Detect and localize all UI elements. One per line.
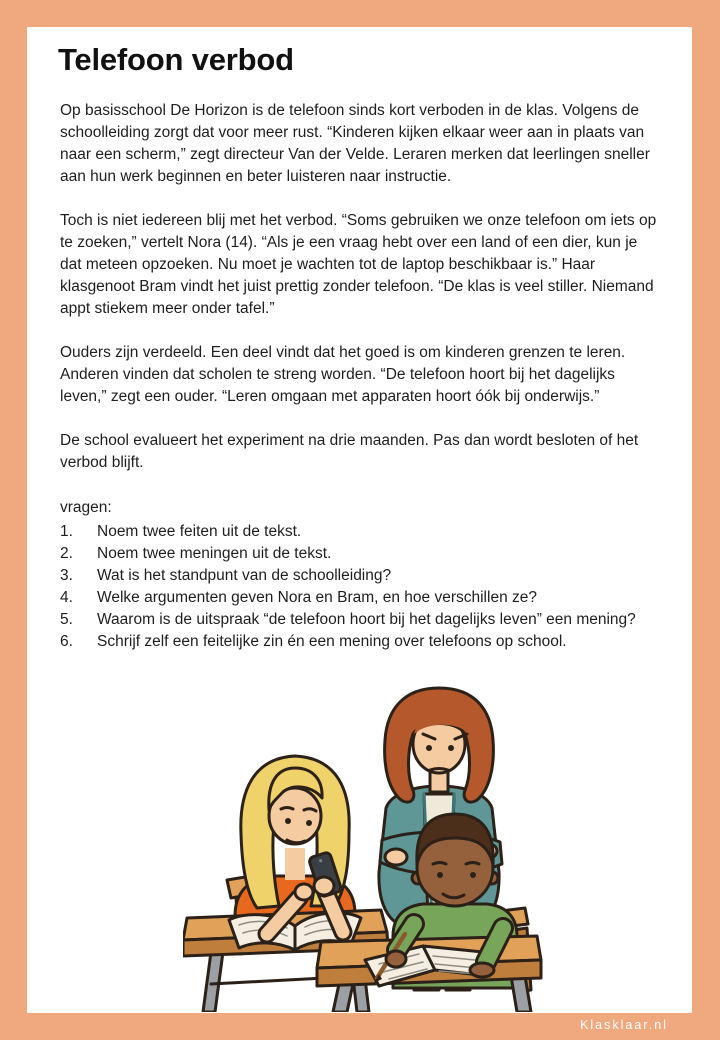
question-number: 6. xyxy=(60,633,73,650)
question-number: 1. xyxy=(60,523,73,540)
questions-heading: vragen: xyxy=(60,499,112,516)
watermark-text: Klasklaar.nl xyxy=(580,1018,668,1032)
question-text: Wat is het standpunt van de schoolleiding? xyxy=(97,567,392,584)
question-text: Welke argumenten geven Nora en Bram, en hoe verschillen ze? xyxy=(97,589,537,606)
questions-section xyxy=(60,497,661,653)
question-item xyxy=(60,587,661,609)
question-text: Noem twee feiten uit de tekst. xyxy=(97,523,302,540)
question-item xyxy=(60,521,661,543)
page-title: Telefoon verbod xyxy=(58,42,294,77)
question-text: Noem twee meningen uit de tekst. xyxy=(97,545,332,562)
question-number: 4. xyxy=(60,589,73,606)
boy-desk xyxy=(317,936,541,1012)
article-paragraph: De school evalueert het experiment na drie maanden. Pas dan wordt besloten of het verbod blijft. xyxy=(60,432,639,471)
worksheet-sheet xyxy=(27,27,692,1013)
question-number: 2. xyxy=(60,545,73,562)
question-item xyxy=(60,565,661,587)
question-item xyxy=(60,543,661,565)
article-paragraph: Toch is niet iedereen blij met het verbod. “Soms gebruiken we onze telefoon om iets op te zoeken,” vertelt Nora (14). “Als je een vraag hebt over een land of een dier, kun je dat meteen opzoeken. Nu moet je wachten tot de laptop beschikbaar is.” Haar klasgenoot Bram vindt het juist prettig zonder telefoon. “De klas is veel stiller. Niemand appt stiekem meer onder tafel.” xyxy=(60,212,657,317)
article-paragraph: Op basisschool De Horizon is de telefoon sinds kort verboden in de klas. Volgens de schoolleiding zorgt dat voor meer rust. “Kinderen kijken elkaar weer aan in plaats van naar een scherm,” zegt directeur Van der Velde. Leraren merken dat leerlingen sneller aan hun werk beginnen en beter luisteren naar instructie. xyxy=(60,102,650,185)
question-item xyxy=(60,631,661,653)
question-item xyxy=(60,609,661,631)
question-text: Schrijf zelf een feitelijke zin én een mening over telefoons op school. xyxy=(97,633,567,650)
classroom-illustration xyxy=(183,682,543,1012)
question-number: 5. xyxy=(60,611,73,628)
article-paragraph: Ouders zijn verdeeld. Een deel vindt dat het goed is om kinderen grenzen te leren. Anderen vinden dat scholen te streng worden. “De telefoon hoort bij het dagelijks leven,” zegt een ouder. “Leren omgaan met apparaten hoort óók bij onderwijs.” xyxy=(60,344,626,405)
article-body xyxy=(60,100,661,496)
question-number: 3. xyxy=(60,567,73,584)
question-text: Waarom is de uitspraak “de telefoon hoort bij het dagelijks leven” een mening? xyxy=(97,611,636,628)
